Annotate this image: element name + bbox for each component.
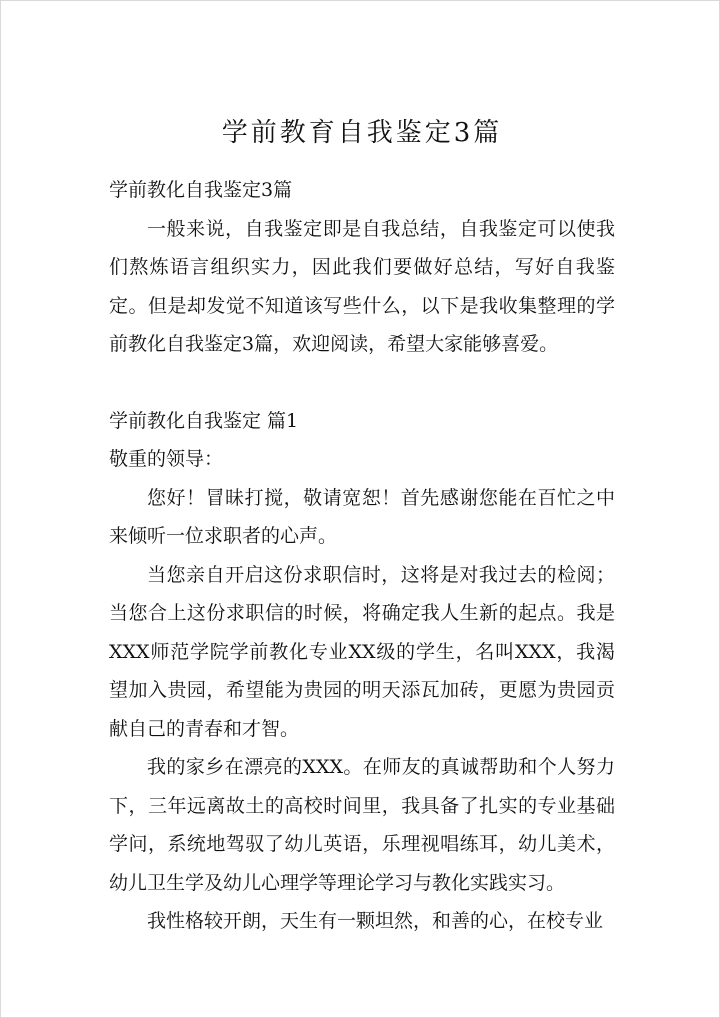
body-paragraph: 我的家乡在漂亮的XXX。在师友的真诚帮助和个人努力下，三年远离故土的高校时间里，我具备了扎实的专业基础学问，系统地驾驭了幼儿英语，乐理视唱练耳，幼儿美术，幼儿卫生学及幼儿心理学等理论学习与教化实践实习。 bbox=[109, 756, 615, 894]
document-title: 学前教育自我鉴定3篇 bbox=[221, 118, 503, 148]
body-paragraph: 您好！冒昧打搅，敬请宽恕！首先感谢您能在百忙之中来倾听一位求职者的心声。 bbox=[109, 486, 615, 547]
intro-paragraph: 一般来说，自我鉴定即是自我总结，自我鉴定可以使我们熬炼语言组织实力，因此我们要做好总结，写好自我鉴定。但是却发觉不知道该写些什么，以下是我收集整理的学前教化自我鉴定3篇，欢迎阅读，希望大家能够喜爱。 bbox=[109, 217, 615, 355]
section-heading: 学前教化自我鉴定 篇1 bbox=[109, 409, 299, 432]
paragraph-spacer bbox=[109, 364, 615, 402]
document-subtitle: 学前教化自我鉴定3篇 bbox=[109, 179, 293, 201]
body-paragraph: 我性格较开朗，天生有一颗坦然，和善的心，在校专业 bbox=[147, 910, 604, 932]
salutation: 敬重的领导： bbox=[109, 448, 224, 470]
body-paragraph: 当您亲自开启这份求职信时，这将是对我过去的检阅；当您合上这份求职信的时候，将确定我人生新的起点。我是XXX师范学院学前教化专业XX级的学生，名叫XXX，我渴望加入贵园，希望能为贵园的明天添瓦加砖，更愿为贵园贡献自己的青春和才智。 bbox=[109, 563, 615, 740]
document-body bbox=[109, 113, 615, 941]
